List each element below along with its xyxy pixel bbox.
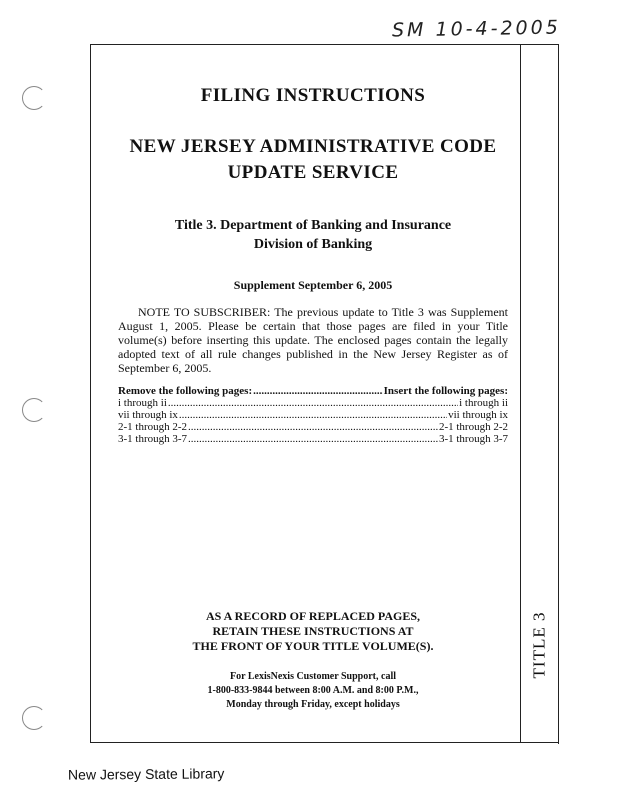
- handwritten-annotation: SM 10-4-2005: [391, 16, 562, 42]
- remove-pages: 3-1 through 3-7: [118, 433, 188, 445]
- table-row: [118, 397, 508, 409]
- insert-pages: i through ii: [459, 397, 508, 409]
- record-line2: RETAIN THESE INSTRUCTIONS AT: [212, 624, 414, 638]
- insert-header: Insert the following pages:: [383, 385, 508, 397]
- subscriber-note: NOTE TO SUBSCRIBER: The previous update to Title 3 was Supplement August 1, 2005. Please be certain that those pages are filed in your Title volume(s) before inserting this update. The enclosed pages contain the legally adopted text of all rule changes published in the New Jersey Register as of September 6, 2005.: [118, 305, 508, 375]
- support-line3: Monday through Friday, except holidays: [226, 699, 400, 710]
- insert-pages: 2-1 through 2-2: [438, 421, 508, 433]
- title-tab-label: TITLE 3: [529, 611, 549, 679]
- pages-table: [118, 385, 508, 445]
- table-row: [118, 409, 508, 421]
- title-line2: Division of Banking: [253, 237, 373, 252]
- table-row: [118, 433, 508, 445]
- support-line2: 1-800-833-9844 between 8:00 A.M. and 8:00 P.M.,: [207, 685, 419, 696]
- tab-edge-rule: [558, 44, 559, 744]
- code-heading-line2: UPDATE SERVICE: [227, 162, 399, 183]
- remove-pages: vii through ix: [118, 409, 178, 421]
- title-line1: Title 3. Department of Banking and Insurance: [174, 218, 452, 233]
- code-heading-line1: NEW JERSEY ADMINISTRATIVE CODE: [129, 136, 497, 157]
- filing-instructions-heading: FILING INSTRUCTIONS: [200, 85, 426, 106]
- insert-pages: 3-1 through 3-7: [438, 433, 508, 445]
- tab-top-rule: [520, 44, 558, 45]
- record-line3: THE FRONT OF YOUR TITLE VOLUME(S).: [192, 639, 434, 653]
- title-tab: [522, 600, 556, 690]
- pages-table-header: [118, 385, 508, 397]
- library-stamp: New Jersey State Library: [67, 765, 225, 783]
- page-bottom-rule: [90, 742, 558, 743]
- binder-hole-middle: [22, 398, 46, 422]
- supplement-date: Supplement September 6, 2005: [233, 278, 393, 292]
- remove-pages: 2-1 through 2-2: [118, 421, 188, 433]
- record-notice: [118, 609, 508, 654]
- binder-hole-bottom: [22, 706, 46, 730]
- document-content: [118, 84, 508, 712]
- support-line1: For LexisNexis Customer Support, call: [229, 671, 396, 682]
- support-info: [118, 670, 508, 712]
- remove-pages: i through ii: [118, 397, 167, 409]
- binder-hole-top: [22, 86, 46, 110]
- insert-pages: vii through ix: [448, 409, 508, 421]
- record-line1: AS A RECORD OF REPLACED PAGES,: [205, 609, 421, 623]
- remove-header: Remove the following pages:: [118, 385, 253, 397]
- table-row: [118, 421, 508, 433]
- page-right-rule: [520, 44, 521, 742]
